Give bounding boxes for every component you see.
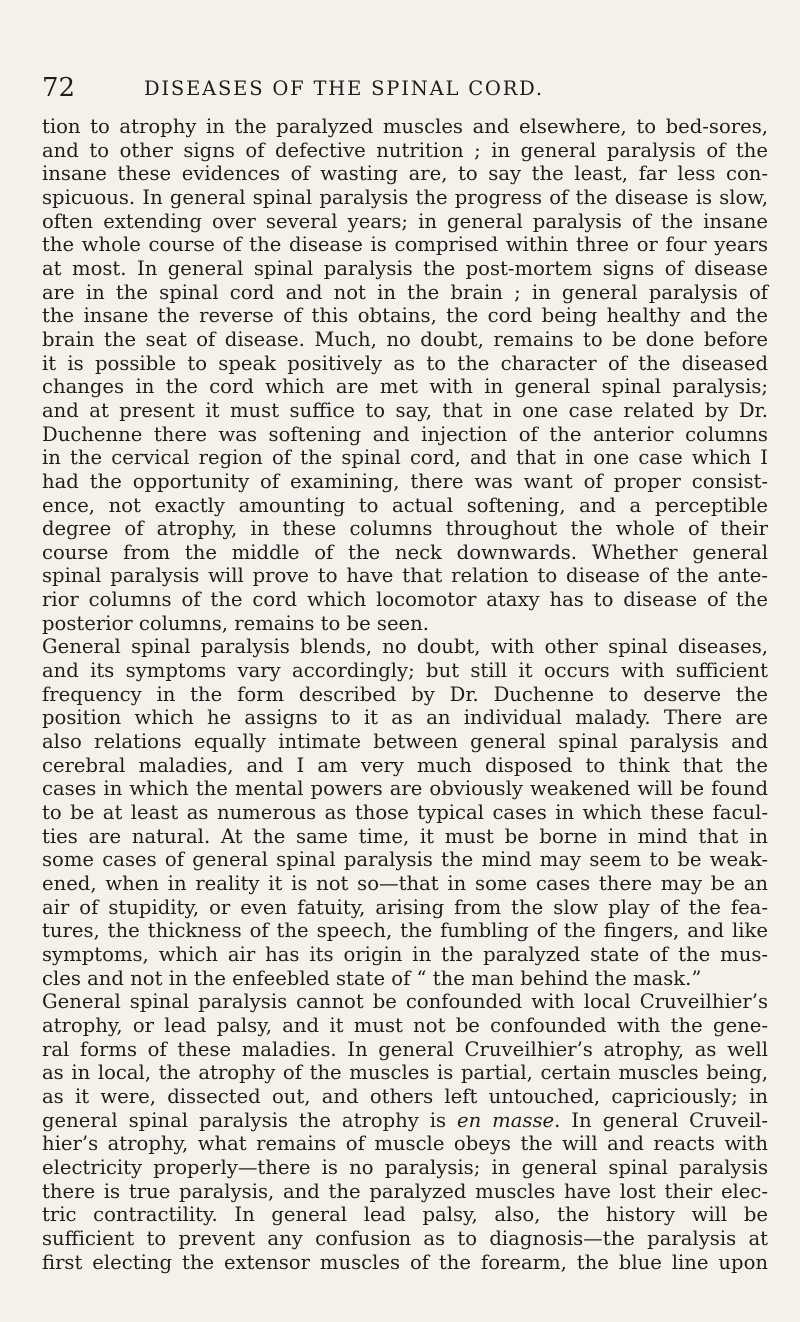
- text-line: at most. In general spinal paralysis the post-mortem signs of disease: [42, 256, 768, 280]
- text-line-with-italic: [42, 1109, 768, 1133]
- text-line: to be at least as numerous as those typical cases in which these facul-: [42, 801, 768, 825]
- text-line: cles and not in the enfeebled state of “ the man behind the mask.”: [42, 966, 702, 990]
- text-line: brain the seat of disease. Much, no doubt, remains to be done before: [42, 327, 768, 351]
- text-line: General spinal paralysis cannot be confounded with local Cruveilhier’s: [42, 990, 768, 1014]
- text-segment: . In general Cruveil-: [554, 1108, 768, 1132]
- text-line: frequency in the form described by Dr. Duchenne to deserve the: [42, 682, 768, 706]
- text-line: cases in which the mental powers are obviously weakened will be found: [42, 777, 768, 801]
- text-line: hier’s atrophy, what remains of muscle obeys the will and reacts with: [42, 1132, 768, 1156]
- text-line: symptoms, which air has its origin in the paralyzed state of the mus-: [42, 942, 768, 966]
- text-segment: general spinal paralysis the atrophy is: [42, 1108, 458, 1132]
- italic-phrase: en masse: [457, 1108, 555, 1132]
- text-line: sufficient to prevent any confusion as to diagnosis—the paralysis at: [42, 1226, 768, 1250]
- text-line: as in local, the atrophy of the muscles is partial, certain muscles being,: [42, 1061, 768, 1085]
- page-header: [42, 73, 772, 103]
- text-line: first electing the extensor muscles of the forearm, the blue line upon: [42, 1250, 768, 1274]
- text-line: changes in the cord which are met with in general spinal paralysis;: [42, 375, 768, 399]
- text-line: tric contractility. In general lead palsy, also, the history will be: [42, 1203, 768, 1227]
- text-line: tion to atrophy in the paralyzed muscles and elsewhere, to bed-sores,: [42, 115, 768, 138]
- page-number: 72: [42, 73, 76, 103]
- text-line: cerebral maladies, and I am very much disposed to think that the: [42, 753, 768, 777]
- text-line: often extending over several years; in general paralysis of the insane: [42, 209, 768, 233]
- text-line: atrophy, or lead palsy, and it must not be confounded with the gene-: [42, 1013, 768, 1037]
- text-line: insane these evidences of wasting are, to say the least, far less con-: [42, 162, 768, 186]
- text-line: ence, not exactly amounting to actual softening, and a perceptible: [42, 493, 768, 517]
- text-line: Duchenne there was softening and injection of the anterior columns: [42, 422, 768, 446]
- text-line: there is true paralysis, and the paralyzed muscles have lost their elec-: [42, 1179, 768, 1203]
- text-line: the insane the reverse of this obtains, the cord being healthy and the: [42, 304, 768, 328]
- text-line: had the opportunity of examining, there was want of proper consist-: [42, 469, 768, 493]
- text-line: as it were, dissected out, and others left untouched, capriciously; in: [42, 1084, 768, 1108]
- text-line: some cases of general spinal paralysis the mind may seem to be weak-: [42, 848, 768, 872]
- text-line: position which he assigns to it as an individual malady. There are: [42, 706, 768, 730]
- body-text: [42, 115, 768, 1274]
- text-line: the whole course of the disease is comprised within three or four years: [42, 233, 768, 257]
- text-line: and its symptoms vary accordingly; but still it occurs with sufficient: [42, 659, 768, 683]
- text-line: electricity properly—there is no paralysis; in general spinal paralysis: [42, 1155, 768, 1179]
- text-line: spinal paralysis will prove to have that relation to disease of the ante-: [42, 564, 768, 588]
- text-line: and at present it must suffice to say, that in one case related by Dr.: [42, 398, 768, 422]
- text-line: spicuous. In general spinal paralysis the progress of the disease is slow,: [42, 185, 768, 209]
- text-line: also relations equally intimate between general spinal paralysis and: [42, 730, 768, 754]
- text-line: posterior columns, remains to be seen.: [42, 611, 430, 635]
- text-line: air of stupidity, or even fatuity, arising from the slow play of the fea-: [42, 895, 768, 919]
- text-line: ties are natural. At the same time, it must be borne in mind that in: [42, 824, 768, 848]
- text-line: degree of atrophy, in these columns throughout the whole of their: [42, 517, 768, 541]
- running-title: DISEASES OF THE SPINAL CORD.: [144, 77, 544, 100]
- text-line: tures, the thickness of the speech, the fumbling of the fingers, and like: [42, 919, 768, 943]
- text-line: in the cervical region of the spinal cord, and that in one case which I: [42, 446, 768, 470]
- text-line: are in the spinal cord and not in the brain ; in general paralysis of: [42, 280, 768, 304]
- text-line: it is possible to speak positively as to the character of the diseased: [42, 351, 768, 375]
- text-line: ened, when in reality it is not so—that in some cases there may be an: [42, 872, 768, 895]
- text-line: ral forms of these maladies. In general Cruveilhier’s atrophy, as well: [42, 1037, 768, 1061]
- text-line: rior columns of the cord which locomotor ataxy has to disease of the: [42, 588, 768, 612]
- text-line: course from the middle of the neck downwards. Whether general: [42, 540, 768, 564]
- text-line: and to other signs of defective nutrition ; in general paralysis of the: [42, 138, 768, 162]
- text-line: General spinal paralysis blends, no doubt, with other spinal diseases,: [42, 635, 768, 659]
